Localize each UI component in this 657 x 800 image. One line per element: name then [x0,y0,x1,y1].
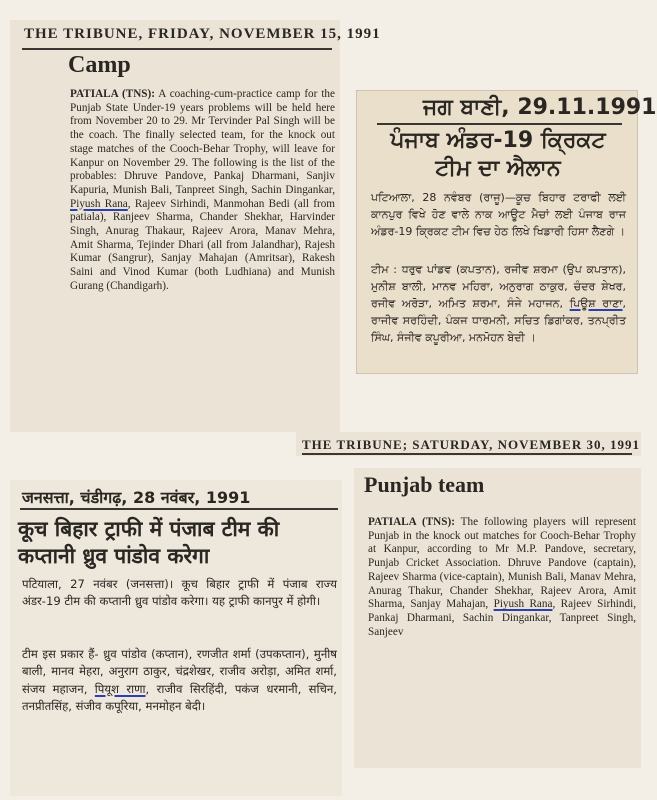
article-paragraph-1: ਪਟਿਆਲਾ, 28 ਨਵੰਬਰ (ਰਾਜੂ)—ਕੂਚ ਬਿਹਾਰ ਟਰਾਫੀ ਲਈ ਕਾਨਪੁਰ ਵਿਖੇ ਹੋਣ ਵਾਲੇ ਨਾਕ ਆਊਟ ਮੈਚਾਂ ਲਈ ਪੰਜਾਬ ਰਾਜ ਅੰਡਰ-19 ਕ੍ਰਿਕਟ ਟੀਮ ਵਿਚ ਹੇਠ ਲਿਖੇ ਖਿਡਾਰੀ ਹਿਸਾ ਲੈਣਗੇ । [371,191,626,238]
article-body [368,516,636,639]
article-title: Punjab team [364,472,485,497]
masthead-rule [377,123,622,125]
clipping-jagbani-punjabi [356,90,657,374]
dateline: PATIALA (TNS): [70,88,155,100]
newspaper-header: THE TRIBUNE, FRIDAY, NOVEMBER 15, 1991 [24,26,381,42]
highlighted-name: ਪਿਊਸ਼ ਰਾਣਾ [569,297,623,310]
highlighted-name: Piyush Rana [493,598,553,611]
article-title: Camp [68,52,131,78]
clipping-jansatta-hindi [10,480,342,796]
body-text-a: The following players will represent Punjab in the knock out matches for Cooch-Behar Trophy at Kanpur, according to Mr M.P. Pandove, secretary, Punjab Cricket Association. Dhruve Pandove (captain), Rajeev Sharma (vice-captain), Munish Bali, Manav Mehra, Anurag Thakur, Chander Shekhar, Rajeev Arora, Amit Sharma, Sanjay Mahajan, [368,516,637,611]
clipping-tribune-nov30-header [296,432,641,456]
masthead-rule [20,508,338,510]
clipping-tribune-nov15 [10,20,381,432]
highlighted-name: Piyush Rana [70,197,128,210]
dateline: PATIALA (TNS): [368,516,455,528]
clipping-punjab-team [354,468,641,768]
body-text-b: , Rajeev Sirhindi, Pankaj Dharmani, Sachin Dingankar, Tanpreet Singh, Sanjeev [368,598,636,638]
paragraph-text-a: टीम इस प्रकार हैं- ध्रुव पांडोव (कप्तान), रणजीत शर्मा (उपकप्तान), मुनीष बाली, मानव मेहरा, अनुराग ठाकुर, चंद्रशेखर, राजीव अरोड़ा, अमित शर्मा, संजय महाजन, [22,647,337,696]
header-rule [22,48,332,50]
paragraph-text-b: , ਰਾਜੀਵ ਸਰਹਿੰਦੀ, ਪੰਕਜ ਧਾਰਮਨੀ, ਸਚਿਤ ਡਿਗਾਂਕਰ, ਤਨਪ੍ਰੀਤ ਸਿੰਘ, ਸੰਜੀਵ ਕਪੂਰੀਆ, ਮਨਮੋਹਨ ਬੇਦੀ । [371,297,627,344]
body-text-a: A coaching-cum-practice camp for the Punjab State Under-19 years problems will be held here from November 20 to 29. Mr Tervinder Pal Singh will be the coach. The finally selected team, for the knock out stage matches of the Cooch-Behar Trophy, will leave for Kanpur on November 29. The following is the list of the probables: Dhruve Pandove, Pankaj Dharmani, Sanjiv Kapuria, Munish Bali, Tanpreet Singh, Sachin Dingankar, [70,88,335,196]
article-paragraph-2 [371,261,626,346]
paragraph-text-b: , राजीव सिरहिंदी, पकंज धरमानी, सचिन, तनप्रीतसिंह, संजीव कपूरिया, मनमोहन बेदी। [22,681,337,713]
header-rule [302,453,632,455]
paragraph-text-a: ਟੀਮ : ਧਰੁਵ ਪਾਂਡਵ (ਕਪਤਾਨ), ਰਜੀਵ ਸ਼ਰਮਾ (ਉਪ ਕਪਤਾਨ), ਮੁਨੀਸ਼ ਬਾਲੀ, ਮਾਨਵ ਮਹਿਰਾ, ਅਨੁਰਾਗ ਠਾਕੁਰ, ਚੰਦਰ ਸ਼ੇਖਰ, ਰਜੀਵ ਅਰੋੜਾ, ਅਮਿਤ ਸ਼ਰਮਾ, ਸੰਜੇ ਮਹਾਜਨ, [371,263,626,310]
article-paragraph-1: पटियाला, 27 नवंबर (जनसत्ता)। कूच बिहार ट्राफी में पंजाब राज्य अंडर-19 टीम की कप्तानी ध्रुव पांडोव करेगा। यह ट्राफी कानपुर में होगी। [22,577,337,609]
newspaper-header: THE TRIBUNE; SATURDAY, NOVEMBER 30, 1991 [302,437,640,452]
article-body [70,88,335,294]
highlighted-name: पियूश राणा [94,681,146,696]
newspaper-masthead: जनसत्ता, चंडीगढ़, 28 नवंबर, 1991 [22,488,251,507]
article-headline: कूच बिहार ट्राफी में पंजाब टीम की कप्तानी ध्रुव पांडोव करेगा [18,517,280,568]
article-headline: ਪੰਜਾਬ ਅੰਡਰ-19 ਕ੍ਰਿਕਟ ਟੀਮ ਦਾ ਐਲਾਨ [390,128,606,181]
article-paragraph-2 [22,646,337,715]
newspaper-masthead: ਜਗ ਬਾਣੀ, 29.11.1991 [423,95,657,120]
body-text-b: , Rajeev Sirhindi, Manmohan Bedi (all from patiala), Ranjeev Sharma, Chander Shekhar, Harvinder Singh, Anurag Thakaur, Rajeev Arora, Manav Mehra, Amit Sharma, Tejinder Dhari (all from Jalandhar), Rajesh Kumar (Sangrur), Sanjay Mahajan (Amritsar), Rakesh Saini and Vinod Kumar (both Ludhiana) and Munish Gurang (Chandigarh). [70,197,336,292]
